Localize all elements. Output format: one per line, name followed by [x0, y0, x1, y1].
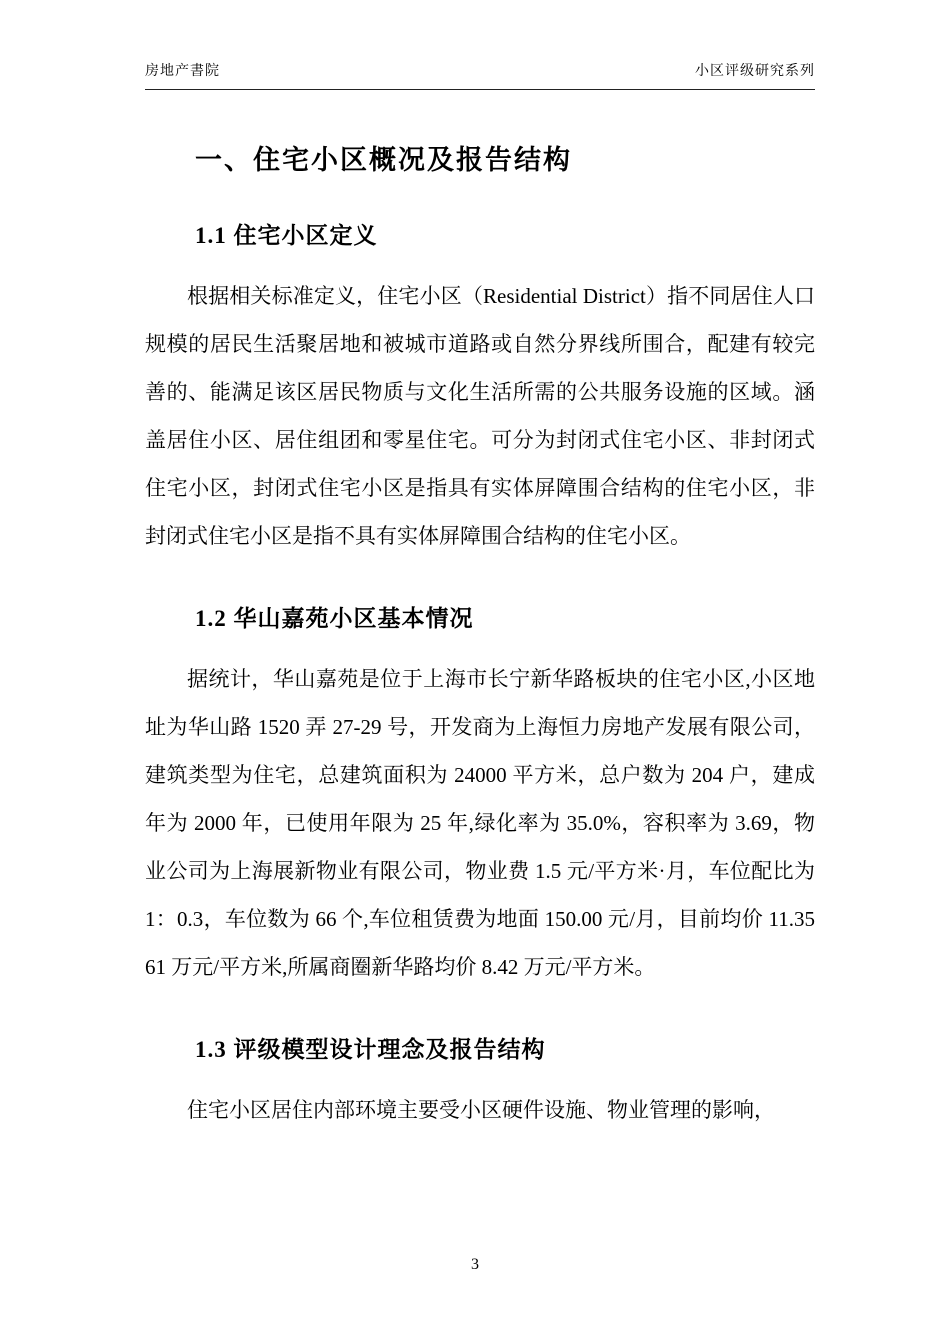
section-paragraph-1-3: 住宅小区居住内部环境主要受小区硬件设施、物业管理的影响， [187, 1098, 775, 1122]
section-1-2 [145, 600, 815, 991]
section-1-3 [145, 1031, 815, 1134]
header-left-text: 房地产書院 [145, 64, 220, 79]
section-paragraph-1-1: 根据相关标准定义，住宅小区（Residential District）指不同居住人口规模的居民生活聚居地和被城市道路或自然分界线所围合，配建有较完善的、能满足该区居民物质与文化生活所需的公共服务设施的区域。涵盖居住小区、居住组团和零星住宅。可分为封闭式住宅小区、非封闭式住宅小区，封闭式住宅小区是指具有实体屏障围合结构的住宅小区，非封闭式住宅小区是指不具有实体屏障围合结构的住宅小区。 [145, 284, 815, 548]
document-title: 一、住宅小区概况及报告结构 [195, 145, 572, 175]
page-number: 3 [471, 1256, 479, 1273]
section-heading-1-3: 1.3 评级模型设计理念及报告结构 [195, 1037, 546, 1062]
section-paragraph-1-2: 据统计，华山嘉苑是位于上海市长宁新华路板块的住宅小区,小区地址为华山路 1520 弄 27-29 号，开发商为上海恒力房地产发展有限公司，建筑类型为住宅，总建筑面积为 24000 平方米，总户数为 204 户，建成年为 2000 年，已使用年限为 25 年,绿化率为 35.0%，容积率为 3.69，物业公司为上海展新物业有限公司，物业费 1.5 元/平方米·月，车位配比为 1：0.3，车位数为 66 个,车位租赁费为地面 150.00 元/月，目前均价 11.3561 万元/平方米,所属商圈新华路均价 8.42 万元/平方米。 [145, 667, 815, 979]
header-right-text: 小区评级研究系列 [695, 64, 815, 79]
section-heading-1-1: 1.1 住宅小区定义 [195, 223, 378, 248]
section-heading-1-2: 1.2 华山嘉苑小区基本情况 [195, 606, 474, 631]
section-1-1 [145, 217, 815, 560]
page-header [145, 60, 815, 90]
